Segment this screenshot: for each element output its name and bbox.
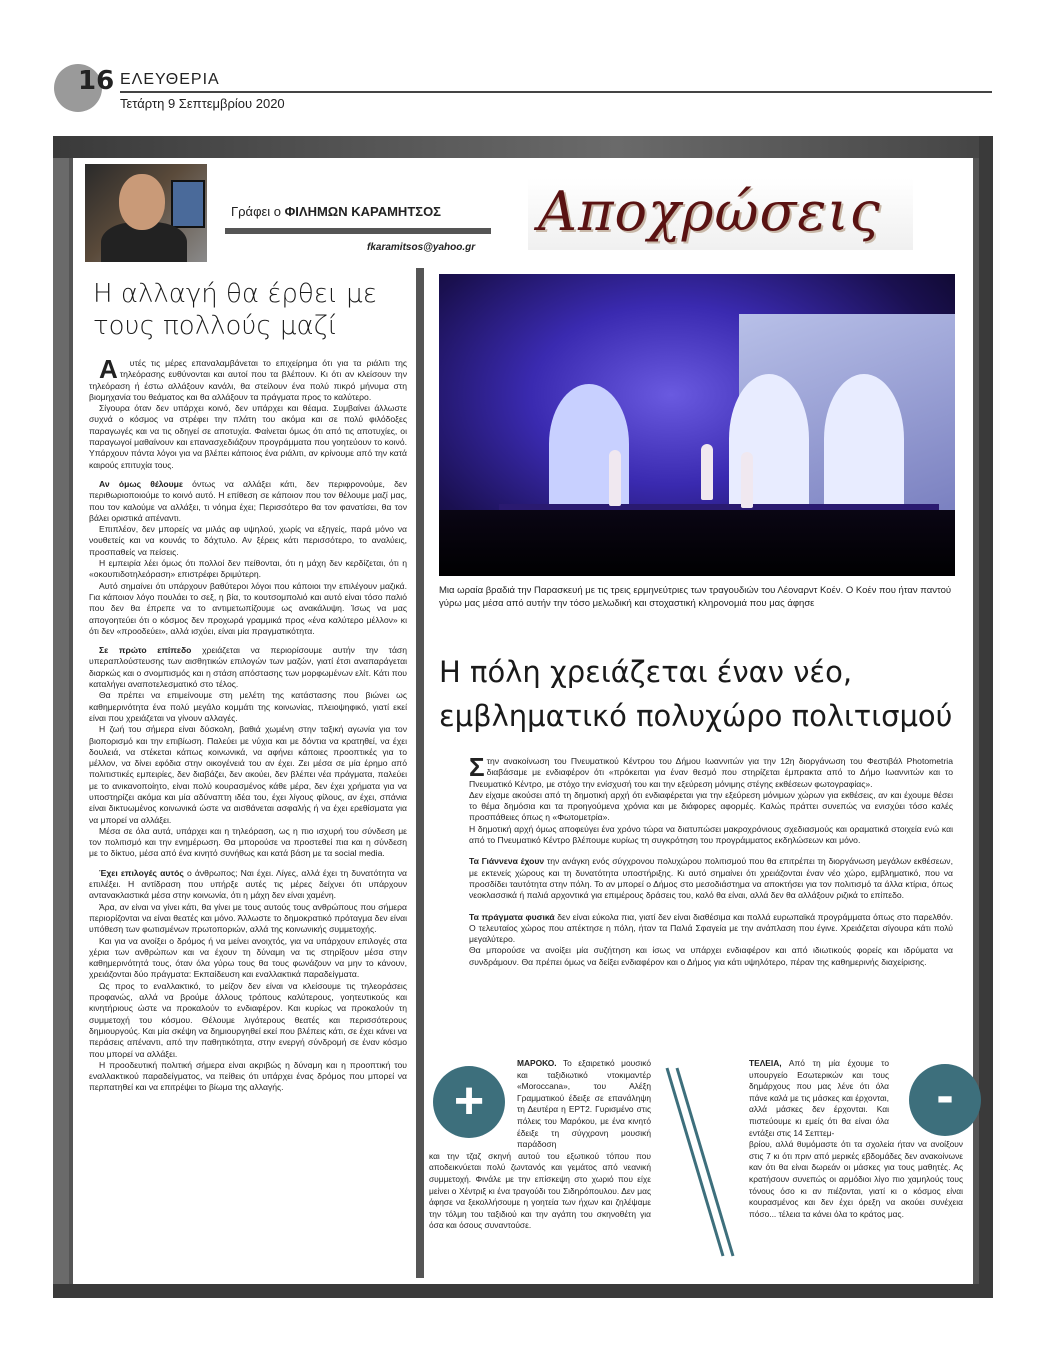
minus-icon: -: [909, 1064, 981, 1136]
column-logo-text: Αποχρώσεις: [538, 180, 881, 243]
paragraph: Αυτό σημαίνει ότι υπάρχουν βαθύτεροι λόγοι που κάποιοι την επιλέγουν μαζικά. Για κάποιον λόγο πουλάει το σεξ, η βία, το κουτσομπολιό και αυτό είναι τόσο παλιό που δεν θα έπρεπε να το αντιμετωπίζουμε ως ανακάλυψη. Ίσως να μας απογοητεύει ότι ο κόσμος δεν προχωρά γραμμικά προς «ένα καλύτερο μέλλον» κι ότι δεν «προοδεύει», αλλά ισχύει, είναι μία πραγματικότητα.: [89, 580, 407, 636]
newspaper-name: ΕΛΕΥΘΕΡΙΑ: [120, 71, 220, 88]
issue-date: Τετάρτη 9 Σεπτεμβρίου 2020: [120, 96, 285, 111]
paragraph: Η προοδευτική πολιτική σήμερα είναι ακριβώς η δύναμη και η προοπτική του εναλλακτικού παραδείγματος, να πείθεις ότι υπάρχει ένας δρόμος που μπορεί να περπατηθεί και να επιτρέψει το βίωμα της αλλαγής.: [89, 1059, 407, 1093]
byline: [231, 204, 441, 219]
author-photo-monitor: [171, 180, 205, 228]
drop-cap: Α: [99, 354, 118, 384]
paragraph: Άρα, αν είναι να γίνει κάτι, θα γίνει με τους αυτούς τους ανθρώπους που σήμερα περιορίζονται να είναι θεατές και μόνο. Άλλωστε το δημοκρατικό πρόταγμα δεν είναι υπόθεση των φωτισμένων πρωτοποριών, αλλά της κοινωνικής συμμετοχής.: [89, 901, 407, 935]
right-article-title: Η πόλη χρειάζεται έναν νέο, εμβληματικό πολυχώρο πολιτισμού: [439, 655, 953, 733]
paragraph: Ως προς το εναλλακτικό, το μείζον δεν είναι να κλείσουμε τις τηλεοράσεις προφανώς, αλλά να βρούμε άλλους τρόπους καλύτερους, γοητευτικούς και κινητήριους ώστε να προκαλούν το ενδιαφέρον. Και κυρίως να προκαλούν τη συμμετοχή του κόσμου. Θέλουμε λιγότερους θεατές και περισσότερους δημιουργούς. Και μία σκέψη να δημιουργηθεί εκεί που βλέπεις κάτι, σε έχει κάνει να περάσεις απέναντι, από την παθητικότητα, στην ενεργή σύνδρομή σε έναν κόσμο που μπορεί να αλλάξει.: [89, 980, 407, 1059]
plus-lead: ΜΑΡΟΚΟ.: [517, 1058, 557, 1068]
plus-text: Το εξαιρετικό μουσικό και ταξιδιωτικό ντοκιμαντέρ «Moroccana», του Αλέξη Γραμματικού έδειξε σε επανάληψη τη Δευτέρα η ΕΡΤ2. Γυρισμένο στις πόλεις του Μαρόκου, με ένα κινητό έδειξε τη σύγχρονη μουσική παράδοση: [517, 1058, 651, 1150]
minus-text: Από τη μία έχουμε το υπουργείο Εσωτερικών και τους δημάρχους που μας λένε ότι όλα πάνε καλά με τις μάσκες και έρχονται, αλλά μάσκες δεν έρχονται. Και πιστεύουμε κι εμείς ότι θα είναι όλα εντάξει στις 14 Σεπτεμ-: [749, 1058, 889, 1138]
left-article-title: Η αλλαγή θα έρθει με τους πολλούς μαζί: [93, 279, 377, 341]
paragraph: Θα μπορούσε να ανοίξει μία συζήτηση και ίσως να υπάρχει ενδιαφέρον και από ιδιωτικούς φορείς και ιδρύματα να συνδράμουν. Θα πρέπει όμως να δείξει ενδιαφέρον και ο Δήμος για κάτι υψηλότερο, πέραν της καθημερινής διαχείρισης.: [469, 945, 953, 967]
paragraph: Δεν είχαμε ακούσει από τη δημοτική αρχή ότι ενδιαφέρεται για την εξεύρεση μόνιμων χώρων για εκθέσεις, αν και έχουμε θέσει το θέμα δημόσια και τα προηγούμενα χρόνια και με διάφορες αφορμές. Καλώς πράττει συνεπώς να ενισχύει τόσο καλές προσπάθειες όπως η «Φωτομετρία».: [469, 789, 953, 823]
page-number: 16: [78, 66, 115, 96]
paragraph: Σίγουρα όταν δεν υπάρχει κοινό, δεν υπάρχει και θέαμα. Συμβαίνει άλλωστε συχνά ο κόσμος να στρέφει την πλάτη του ακόμα και σε πολύ φιλόδοξες παραγωγές και να τις οδηγεί σε αποτυχία. Φαίνεται όμως ότι από τις αποτυχίες, οι παραγωγοί μαθαίνουν και επανασχεδιάζουν προγράμματα που γοητεύουν το κοινό. Υπάρχουν πάντα λόγοι για να βλέπει κάποιος ένα ριάλιτι, αν κρίνουμε από την κατά καιρούς επιτυχία τους.: [89, 403, 407, 470]
byline-prefix: Γράφει ο: [231, 204, 285, 219]
audience: [439, 510, 955, 576]
paragraph: όντως να αλλάξει κάτι, δεν περιφρονούμε, δεν περιθωριοποιούμε το κοινό αυτό. Η επίθεση σε κάποιον που τον θέλουμε μαζί μας, που τον καλούμε να αλλάξει, τι νόημα έχει; Περισσότερο θα τον φανατίσει, θα τον βάλει οριστικά απέναντι.: [89, 478, 407, 523]
lead-in: Τα πράγματα φυσικά: [469, 911, 555, 922]
minus-note: [749, 1058, 963, 1220]
author-name: ΦΙΛΗΜΩΝ ΚΑΡΑΜΗΤΣΟΣ: [284, 204, 441, 219]
byline-rule: [225, 228, 491, 234]
singer-figure: [609, 450, 621, 506]
page-frame: [53, 136, 993, 1298]
paragraph: Η δημοτική αρχή όμως αποφεύγει ένα χρόνο τώρα να διατυπώσει μακροχρόνιους σχεδιασμούς και οραματικά στοιχεία ενώ και από το Πνευματικό Κέντρο βλέπουμε κυρίως τη συγκρότηση του προγράμματος εκδηλώσεων και μόνο.: [469, 823, 953, 846]
lead-in: Τα Γιάννενα έχουν: [469, 856, 545, 867]
right-article-body: [469, 752, 953, 968]
photo-caption: Μια ωραία βραδιά την Παρασκευή με τις τρεις ερμηνεύτριες των τραγουδιών του Λέοναρντ Κοέν. Ο Κοέν που ήταν παντού γύρω μας μέσα από αυτήν την τόσο μελωδική και στοχαστική κληρονομιά που μας άφησε: [439, 585, 952, 609]
lead-in: Αν όμως θέλουμε: [99, 478, 184, 489]
plus-note: [429, 1058, 651, 1232]
paragraph: υτές τις μέρες επαναλαμβάνεται το επιχείρημα ότι για τα ριάλιτι της τηλεόρασης ευθύνονται και αυτοί που τα βλέπουν. Κι ότι αν κλείσουν την τηλεόραση ή έστω αλλάξουν κανάλι, θα στείλουν ένα πολύ πικρό μήνυμα στη βιομηχανία του θεάματος και θα αλλάξουν τα πράγματα προς το καλύτερο.: [89, 358, 407, 402]
frame-left-bar: [53, 158, 69, 1298]
column-divider: [416, 268, 424, 1278]
lead-in: Σε πρώτο επίπεδο: [99, 645, 192, 656]
author-photo: [85, 164, 207, 262]
plus-icon: +: [433, 1066, 505, 1138]
frame-top-bar: [53, 136, 993, 158]
paragraph: Η εμπειρία λέει όμως ότι πολλοί δεν πείθονται, ότι η μάχη δεν κερδίζεται, ότι η «οκουπιδοτηλεόραση» επιστρέφει δριμύτερη.: [89, 558, 407, 580]
frame-bottom-bar: [53, 1284, 993, 1298]
paragraph: Και για να ανοίξει ο δρόμος ή να μείνει ανοιχτός, για να υπάρχουν επιλογές στα χέρια των ανθρώπων και να έχουν τη δύναμη να τις στηρίξουν μέσα στην καθημερινότητά τους, όταν όλα γύρω τους θα τους φωνάζουν να μην το κάνουν, χρειάζονται δύο πράγματα: Εκπαίδευση και εναλλακτικά παραδείγματα.: [89, 935, 407, 980]
slash-line: [667, 1068, 723, 1256]
paragraph: την ανακοίνωση του Πνευματικού Κέντρου του Δήμου Ιωαννιτών για την 12η διοργάνωση του Φεστιβάλ Photometria διαβάσαμε με ενδιαφέρον ότι «πρόκειται για έναν θεσμό που στηρίζεται έμπρακτα από το Δήμο Ιωαννιτών και το Πνευματικό Κέντρο, με στόχο την ενίσχυσή του και την εξεύρεση μόνιμης στέγης εκθέσεων φωτογραφίας».: [469, 756, 953, 789]
arch-right: [824, 374, 904, 504]
slash-separator: [659, 1062, 749, 1262]
minus-lead: ΤΕΛΕΙΑ,: [749, 1058, 782, 1068]
author-photo-head: [119, 174, 165, 230]
paragraph: Μέσα σε όλα αυτά, υπάρχει και η τηλεόραση, ως η πιο ισχυρή του σύνδεση με τον πολιτισμό και την ενημέρωση. Θα μπορούσε να προστεθεί πια και η σύνδεση με το δίκτυο, μέσα από ένα κινητό συνήθως και κατά βάση με τα social media.: [89, 825, 407, 859]
drop-cap: Σ: [469, 752, 485, 782]
page-content: [73, 158, 973, 1284]
paragraph: την ανάγκη ενός σύγχρονου πολυχώρου πολιτισμού που θα επιτρέπει τη διοργάνωση μεγάλων εκθέσεων, με εκτενείς χώρους και τη δυνατότητα υποστήριξης. Κι αυτό σημαίνει ότι χρειάζονται έναν νέο χώρο, εμβληματικό, που να προσδίδει ταυτότητα στην πόλη. Το αν μπορεί ο Δήμος στο μεσοδιάστημα να αποκτήσει για τον πολιτισμό τα άλλα κτίρια, όπως νεοκλασσικά ή παλιά αρχοντικά για επιμέρους δράσεις του, καλό θα είναι, αλλά δεν θα αλλάξουν ριζικά το επίπεδο.: [469, 856, 953, 901]
paragraph: δεν είναι εύκολα πια, γιατί δεν είναι διαθέσιμα και πολλά ευρωπαϊκά προγράμματα όπως στο παρελθόν. Ο τελευταίος χώρος που απέκτησε η πόλη, ήταν τα Παλιά Σφαγεία με την ανάπλαση που έγινε. Χρειάζεται σίγουρα κάτι πολύ μεγαλύτερο.: [469, 911, 953, 945]
author-email: fkaramitsos@yahoo.gr: [367, 242, 476, 253]
paragraph: χρειάζεται να περιορίσουμε αυτήν την τάση υπεραπλούστευσης των αισθητικών επιλογών των μαζών, γιατί έτσι αναπαράγεται διαρκώς και ο σνομπισμός και η στάση απόστασης των μορφωμένων ελίτ. Κάτι που καταλήγει αναποτελεσματικό στο τέλος.: [89, 645, 407, 690]
plus-text-continued: και την τζαζ σκηνή αυτού του εξωτικού τόπου που αποδεικνύεται πολύ ζωντανός και γεμάτος από νεανική συμμετοχή. Φινάλε με την επίσκεψη στο χωριό που είχε μείνει ο Χέντριξ κι ένα τραγούδι του Σιδηρόπουλου. Δεν μας άφησε να ξεκολλήσουμε η γοητεία των ήχων και ζηλέψαμε την τόλμη του ταξιδιού και την αγάπη του σκηνοθέτη για όσα και όσους συναντούσε.: [429, 1150, 651, 1231]
page-header: [54, 58, 994, 118]
paragraph: ο άνθρωπος; Ναι έχει. Λίγες, αλλά έχει τη δυνατότητα να επιλέξει. Η αντίδραση που υπήρξε αυτές τις μέρες δείχνει ότι υπάρχουν αντανακλαστικά μέσα στην κοινωνία, ότι η μάχη δεν είναι χαμένη.: [89, 867, 407, 901]
paragraph: Θα πρέπει να επιμείνουμε στη μελέτη της κατάστασης που βιώνει ως καθημερινότητα ένα πολύ μεγάλο κομμάτι της κοινωνίας, πλειοψηφικό, γιατί εκεί είναι που χρειάζεται να γίνουν αλλαγές.: [89, 690, 407, 723]
paragraph: Επιπλέον, δεν μπορείς να μιλάς αφ υψηλού, χωρίς να εξηγείς, παρά μόνο να νουθετείς και να κουνάς το δάχτυλο. Αν ξέρεις κάτι περισσότερο, το αναλύεις, προσπαθείς να πείσεις.: [89, 524, 407, 557]
singer-figure: [741, 452, 753, 508]
column-logo: [528, 178, 913, 250]
left-article-body: [89, 354, 407, 1094]
header-rule: [120, 91, 992, 93]
singer-figure: [701, 444, 713, 500]
slash-line: [677, 1068, 733, 1256]
minus-text-continued: βρίου, αλλά θυμόμαστε ότι τα σχολεία ήταν να ανοίξουν στις 7 κι ότι πριν από μερικές εβδομάδες δεν ανακοίνωνε καν ότι θα είναι δωρεάν οι μάσκες για τους μαθητές. Ας κρατήσουν συνεπώς οι αρμόδιοι λίγο πιο χαμηλούς τους τόνους όσο κι αν πιέζονται, γιατί κι ο κόσμος είναι κουρασμένος και δεν έχει όρεξη να ακούει συνέχεια πόσο... τέλεια τα κάνει όλα το κράτος μας.: [749, 1139, 963, 1219]
paragraph: Η ζωή του σήμερα είναι δύσκολη, βαθιά χωμένη στην ταξική αγωνία για τον βιοπορισμό και την επιβίωση. Παλεύει με νύχια και με δόντια να κρατηθεί, να έχει δουλειά, να στέκεται κάπως κοινωνικά, να αφήνει κάποιες προοπτικές για το μέλλον, να δίνει εφόδια στην οικογένειά του αν έχει. Ζει μέσα σε μία έρημο από πολιτιστικές εμπειρίες, δεν διαβάζει, δεν ακούει, δεν βλέπει νέα πράγματα, παλεύει με το ανικανοποίητο, είναι πολύ κουρασμένος κάθε μέρα, δεν έχει χρήματα για να υποστηρίζει ακόμα και μία αδύναπτη ιδέα του, έχει λίγους φίλους, αν έχει, σπάνια είναι δικτυωμένος κοινωνικά ώστε να αισθάνεται ασφαλής ή να έχει ερεθίσματα για να μπορεί να αλλάξει.: [89, 724, 407, 825]
lead-in: Έχει επιλογές αυτός: [99, 867, 184, 878]
concert-photo: [439, 274, 955, 576]
frame-right-bar: [979, 136, 993, 1298]
